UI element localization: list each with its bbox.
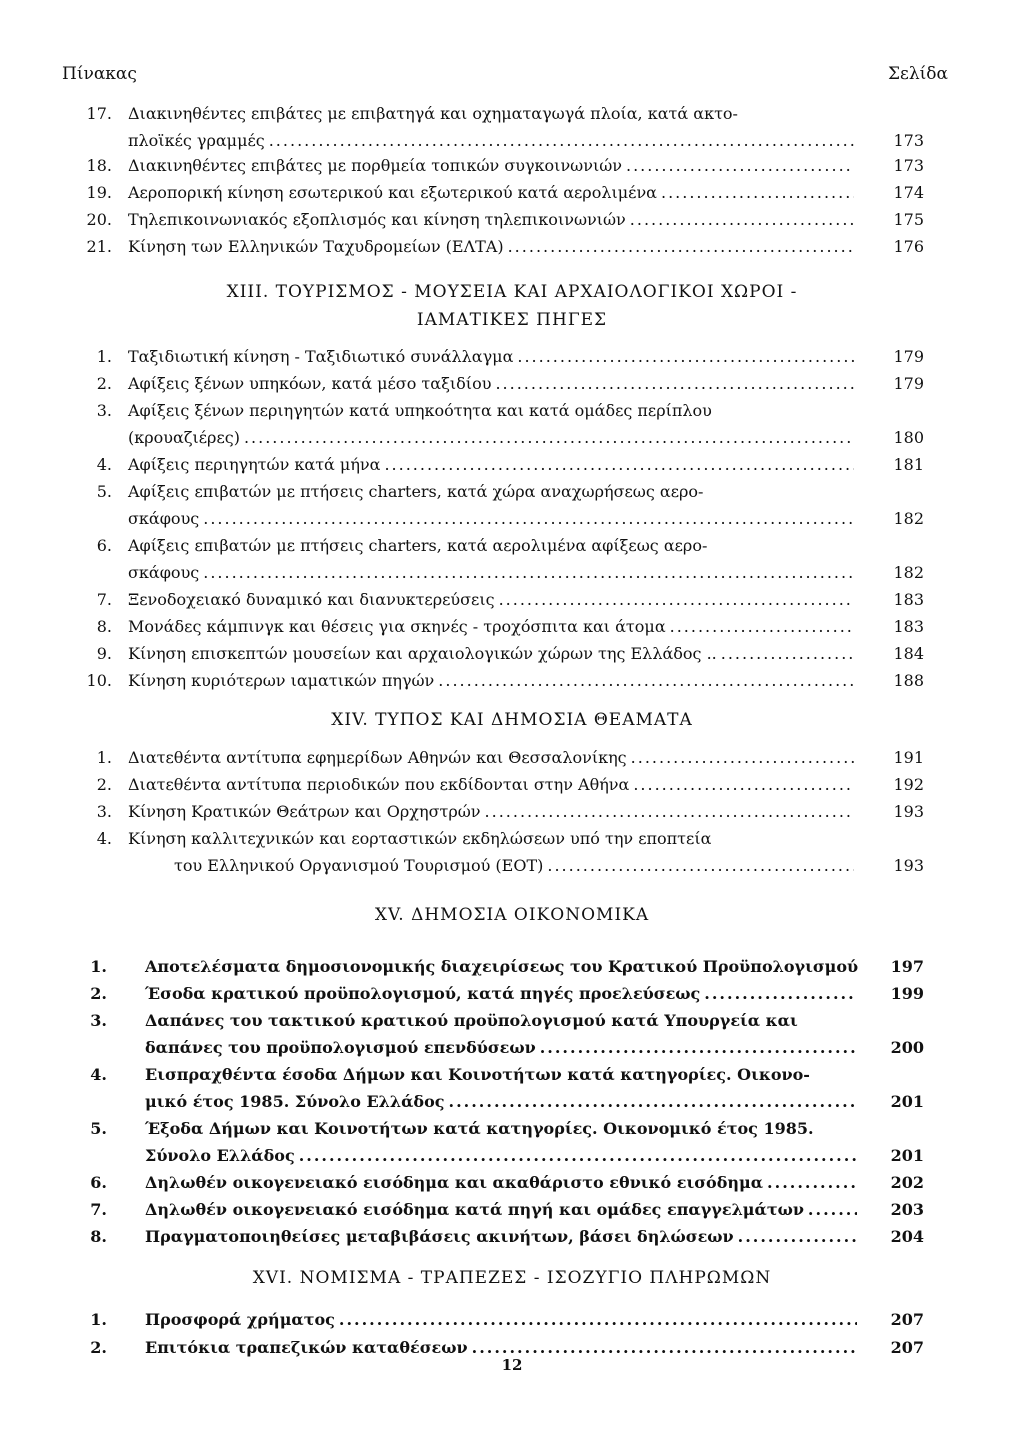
entry-line: [128, 744, 858, 771]
entry-line: [128, 206, 858, 233]
entry-line-text: Προσφορά χρήματος: [145, 1310, 335, 1329]
entry-line-text: Αφίξεις περιηγητών κατά μήνα: [128, 455, 381, 474]
leader-dots: [203, 505, 854, 532]
entry-number: 6.: [96, 536, 112, 555]
entry-line: [128, 667, 858, 694]
entry-line: [128, 505, 858, 532]
entry-number: 9.: [96, 644, 112, 663]
entry-title: [128, 478, 858, 532]
entry-line-text: Αποτελέσματα δημοσιονομικής διαχειρίσεως του Κρατικού Προϋπολογισμού: [145, 957, 859, 976]
leader-dots: [626, 152, 854, 179]
entry-line-text: Διακινηθέντες επιβάτες με επιβατηγά και οχηματαγωγά πλοία, κατά ακτο-: [128, 104, 738, 123]
entry-page: 184: [893, 644, 924, 663]
entry-title: [128, 798, 858, 825]
entry-title: [128, 586, 858, 613]
leader-dots: [495, 370, 854, 397]
entry-line-text: Πραγματοποιηθείσες μεταβιβάσεις ακινήτων, βάσει δηλώσεων: [145, 1227, 734, 1246]
section-title: XV. ΔΗΜΟΣΙΑ ΟΙΚΟΝΟΜΙΚΑ: [374, 905, 650, 925]
entry-line-text: Κίνηση κυριότερων ιαματικών πηγών: [128, 671, 435, 690]
entry-page: 173: [893, 156, 924, 175]
entry-page: 174: [893, 183, 924, 202]
entry-line-text: πλοϊκές γραμμές: [128, 131, 265, 150]
entry-page: 179: [893, 347, 924, 366]
entry-line-text: μικό έτος 1985. Σύνολο Ελλάδος: [145, 1092, 445, 1111]
entry-line-text: σκάφους: [128, 509, 200, 528]
entry-number: 4.: [90, 1065, 107, 1084]
entry-number: 10.: [86, 671, 112, 690]
entry-line-text: Διατεθέντα αντίτυπα εφημερίδων Αθηνών και Θεσσαλονίκης: [128, 748, 627, 767]
section-title-line2: ΙΑΜΑΤΙΚΕΣ ΠΗΓΕΣ: [416, 310, 608, 330]
entry-number: 21.: [86, 237, 112, 256]
leader-dots: [547, 852, 854, 879]
leader-dots: [244, 424, 854, 451]
entry-line: [128, 343, 858, 370]
entry-page: 204: [890, 1227, 924, 1246]
entry-title: [145, 1007, 861, 1061]
entry-title: [128, 451, 858, 478]
section-title: XIV. ΤΥΠΟΣ ΚΑΙ ΔΗΜΟΣΙΑ ΘΕΑΜΑΤΑ: [331, 710, 693, 730]
page-number: 12: [501, 1356, 523, 1374]
entry-line: [128, 127, 858, 154]
entry-number: 2.: [90, 1338, 107, 1357]
section-title: XIII. ΤΟΥΡΙΣΜΟΣ - ΜΟΥΣΕΙΑ ΚΑΙ ΑΡΧΑΙΟΛΟΓΙΚΟΙ ΧΩΡΟΙ -: [226, 282, 798, 302]
leader-dots: [721, 640, 854, 667]
entry-line-text: Δαπάνες του τακτικού κρατικού προϋπολογισμού κατά Υπουργεία και: [145, 1011, 798, 1030]
entry-line: [128, 179, 858, 206]
entry-page: 176: [893, 237, 924, 256]
entry-title: [128, 179, 858, 206]
entry-line-text: Αφίξεις επιβατών με πτήσεις charters, κατά αερολιμένα αφίξεως αερο-: [128, 536, 708, 555]
entry-line: [128, 825, 858, 852]
entry-number: 1.: [96, 748, 112, 767]
entry-title: [128, 771, 858, 798]
entry-line: [145, 1061, 861, 1088]
entry-line: [128, 100, 858, 127]
entry-line: [145, 1142, 861, 1169]
entry-line-text: (κρουαζιέρες): [128, 428, 240, 447]
entry-line-text: Διακινηθέντες επιβάτες με πορθμεία τοπικών συγκοινωνιών: [128, 156, 622, 175]
leader-dots: [738, 1223, 857, 1250]
entry-number: 5.: [90, 1119, 107, 1138]
entry-line-text: Δηλωθέν οικογενειακό εισόδημα και ακαθάριστο εθνικό εισόδημα: [145, 1173, 764, 1192]
entry-page: 193: [893, 802, 924, 821]
entry-line: [145, 1007, 861, 1034]
entry-line-text: δαπάνες του προϋπολογισμού επενδύσεων: [145, 1038, 536, 1057]
entry-number: 8.: [96, 617, 112, 636]
entry-line-text: Κίνηση επισκεπτών μουσείων και αρχαιολογικών χώρων της Ελλάδος ..: [128, 644, 717, 663]
entry-number: 19.: [86, 183, 112, 202]
entry-number: 7.: [90, 1200, 107, 1219]
entry-page: 181: [893, 455, 924, 474]
entry-page: 201: [890, 1092, 924, 1111]
leader-dots: [661, 179, 854, 206]
entry-line: [145, 1223, 861, 1250]
entry-page: 180: [893, 428, 924, 447]
entry-line: [128, 451, 858, 478]
entry-line-text: Επιτόκια τραπεζικών καταθέσεων: [145, 1338, 468, 1357]
entry-line-text: Αφίξεις ξένων υπηκόων, κατά μέσο ταξιδίου: [128, 374, 492, 393]
entry-title: [128, 744, 858, 771]
entry-page: 197: [890, 957, 924, 976]
entry-title: [128, 343, 858, 370]
entry-number: 4.: [96, 829, 112, 848]
entry-title: [128, 825, 858, 879]
entry-number: 3.: [96, 802, 112, 821]
entry-line: [128, 640, 858, 667]
entry-line: [145, 1306, 861, 1333]
entry-page: 182: [893, 563, 924, 582]
entry-number: 4.: [96, 455, 112, 474]
entry-title: [145, 1196, 861, 1223]
entry-page: 203: [890, 1200, 924, 1219]
entry-number: 2.: [96, 374, 112, 393]
section-title: XVI. ΝΟΜΙΣΜΑ - ΤΡΑΠΕΖΕΣ - ΙΣΟΖΥΓΙΟ ΠΛΗΡΩΜΩΝ: [252, 1268, 772, 1288]
entry-line-text: Αφίξεις ξένων περιηγητών κατά υπηκοότητα και κατά ομάδες περίπλου: [128, 401, 712, 420]
entry-line-text: σκάφους: [128, 563, 200, 582]
entry-number: 2.: [96, 775, 112, 794]
leader-dots: [269, 127, 854, 154]
leader-dots: [499, 586, 854, 613]
entry-title: [128, 233, 858, 260]
entry-number: 1.: [90, 957, 107, 976]
header-page-label: Σελίδα: [888, 64, 948, 84]
entry-page: 200: [890, 1038, 924, 1057]
entry-title: [128, 613, 858, 640]
entry-number: 7.: [96, 590, 112, 609]
leader-dots: [203, 559, 854, 586]
entry-title: [128, 640, 858, 667]
entry-line-text: Ταξιδιωτική κίνηση - Ταξιδιωτικό συνάλλαγμα: [128, 347, 514, 366]
entry-line: [128, 559, 858, 586]
leader-dots: [339, 1306, 857, 1333]
entry-number: 3.: [96, 401, 112, 420]
entry-page: 183: [893, 590, 924, 609]
entry-line-text: Ξενοδοχειακό δυναμικό και διανυκτερεύσεις: [128, 590, 495, 609]
entry-line: [128, 613, 858, 640]
entry-line: [128, 852, 858, 879]
entry-title: [145, 1306, 861, 1333]
entry-page: 173: [893, 131, 924, 150]
entry-line: [128, 771, 858, 798]
entry-page: 183: [893, 617, 924, 636]
entry-number: 17.: [86, 104, 112, 123]
leader-dots: [767, 1169, 857, 1196]
entry-title: [145, 1115, 861, 1169]
leader-dots: [630, 206, 854, 233]
entry-title: [128, 206, 858, 233]
leader-dots: [633, 771, 854, 798]
entry-title: [128, 370, 858, 397]
entry-title: [128, 532, 858, 586]
entry-line: [145, 1196, 861, 1223]
entry-line: [145, 1115, 861, 1142]
leader-dots: [670, 613, 854, 640]
entry-title: [128, 397, 858, 451]
entry-line: [128, 397, 858, 424]
entry-line: [128, 798, 858, 825]
entry-line: [128, 370, 858, 397]
entry-number: 1.: [90, 1310, 107, 1329]
entry-page: 192: [893, 775, 924, 794]
entry-number: 18.: [86, 156, 112, 175]
entry-line-text: Δηλωθέν οικογενειακό εισόδημα κατά πηγή και ομάδες επαγγελμάτων: [145, 1200, 804, 1219]
entry-title: [145, 1223, 861, 1250]
entry-line-text: Εισπραχθέντα έσοδα Δήμων και Κοινοτήτων κατά κατηγορίες. Οικονο-: [145, 1065, 810, 1084]
leader-dots: [508, 233, 854, 260]
entry-title: [145, 1061, 861, 1115]
entry-title: [145, 980, 861, 1007]
entry-page: 191: [893, 748, 924, 767]
entry-line-text: Αεροπορική κίνηση εσωτερικού και εξωτερικού κατά αερολιμένα: [128, 183, 657, 202]
entry-line-text: Κίνηση Κρατικών Θεάτρων και Ορχηστρών: [128, 802, 481, 821]
entry-page: 193: [893, 856, 924, 875]
entry-number: 5.: [96, 482, 112, 501]
entry-number: 20.: [86, 210, 112, 229]
leader-dots: [299, 1142, 857, 1169]
entry-page: 188: [893, 671, 924, 690]
entry-line: [128, 152, 858, 179]
entry-line-text: Διατεθέντα αντίτυπα περιοδικών που εκδίδονται στην Αθήνα: [128, 775, 630, 794]
entry-page: 202: [890, 1173, 924, 1192]
entry-line-text: Τηλεπικοινωνιακός εξοπλισμός και κίνηση τηλεπικοινωνιών: [128, 210, 626, 229]
entry-title: [145, 953, 861, 980]
leader-dots: [808, 1196, 857, 1223]
entry-line-text: Αφίξεις επιβατών με πτήσεις charters, κατά χώρα αναχωρήσεως αερο-: [128, 482, 704, 501]
leader-dots: [704, 980, 857, 1007]
header-table-label: Πίνακας: [62, 64, 137, 84]
entry-page: 207: [890, 1310, 924, 1329]
entry-line: [128, 586, 858, 613]
entry-page: 199: [890, 984, 924, 1003]
leader-dots: [384, 451, 854, 478]
entry-number: 2.: [90, 984, 107, 1003]
entry-title: [145, 1169, 861, 1196]
entry-line: [128, 233, 858, 260]
entry-number: 6.: [90, 1173, 107, 1192]
entry-line-text: Κίνηση των Ελληνικών Ταχυδρομείων (ΕΛΤΑ): [128, 237, 504, 256]
entry-line-text: Κίνηση καλλιτεχνικών και εορταστικών εκδηλώσεων υπό την εποπτεία: [128, 829, 712, 848]
entry-line-text: Σύνολο Ελλάδος: [145, 1146, 295, 1165]
leader-dots: [485, 798, 854, 825]
entry-line: [128, 532, 858, 559]
entry-title: [128, 152, 858, 179]
entry-line: [145, 980, 861, 1007]
entry-page: 201: [890, 1146, 924, 1165]
entry-line: [128, 424, 858, 451]
entry-line: [145, 1034, 861, 1061]
entry-line-text: Έξοδα Δήμων και Κοινοτήτων κατά κατηγορίες. Οικονομικό έτος 1985.: [145, 1119, 814, 1138]
leader-dots: [438, 667, 854, 694]
entry-number: 3.: [90, 1011, 107, 1030]
entry-title: [128, 667, 858, 694]
entry-title: [128, 100, 858, 154]
entry-line: [128, 478, 858, 505]
entry-page: 182: [893, 509, 924, 528]
entry-line-text: του Ελληνικού Οργανισμού Τουρισμού (ΕΟΤ): [174, 856, 544, 875]
leader-dots: [540, 1034, 857, 1061]
entry-line: [145, 1088, 861, 1115]
entry-page: 179: [893, 374, 924, 393]
entry-line-text: Έσοδα κρατικού προϋπολογισμού, κατά πηγές προελεύσεως: [145, 984, 701, 1003]
entry-line: [145, 1169, 861, 1196]
entry-number: 1.: [96, 347, 112, 366]
entry-number: 8.: [90, 1227, 107, 1246]
entry-page: 207: [890, 1338, 924, 1357]
leader-dots: [449, 1088, 857, 1115]
entry-line: [145, 953, 861, 980]
leader-dots: [631, 744, 854, 771]
entry-line-text: Μονάδες κάμπινγκ και θέσεις για σκηνές - τροχόσπιτα και άτομα: [128, 617, 666, 636]
leader-dots: [517, 343, 854, 370]
entry-page: 175: [893, 210, 924, 229]
